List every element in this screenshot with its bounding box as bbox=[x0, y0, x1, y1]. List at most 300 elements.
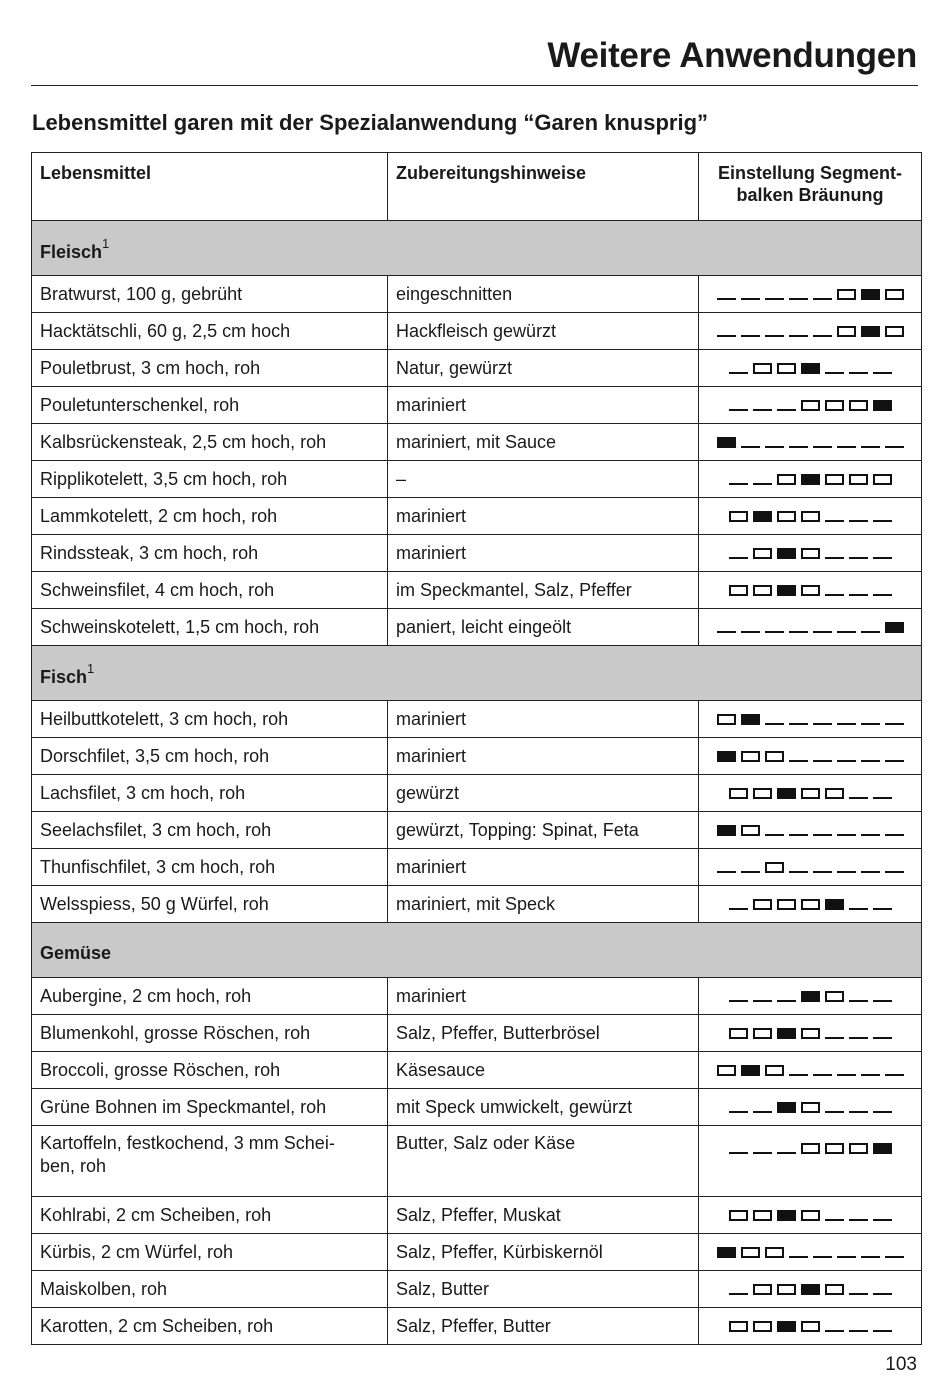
segment-empty bbox=[801, 788, 820, 799]
title-divider bbox=[31, 85, 918, 86]
group-name: Gemüse bbox=[40, 942, 112, 963]
segment-empty bbox=[753, 1028, 772, 1039]
segment-off bbox=[789, 1247, 808, 1258]
segment-off bbox=[825, 1321, 844, 1332]
segment-filled bbox=[753, 511, 772, 522]
segment-off bbox=[837, 1247, 856, 1258]
segment-off bbox=[849, 548, 868, 559]
segment-empty bbox=[717, 714, 736, 725]
segment-empty bbox=[885, 326, 904, 337]
segment-off bbox=[825, 585, 844, 596]
segment-empty bbox=[849, 400, 868, 411]
notes-cell: Natur, gewürzt bbox=[388, 350, 699, 387]
segment-filled bbox=[717, 437, 736, 448]
food-cell: Kürbis, 2 cm Würfel, roh bbox=[32, 1234, 388, 1271]
food-cell: Welsspiess, 50 g Würfel, roh bbox=[32, 886, 388, 923]
browning-segments bbox=[699, 978, 922, 1015]
group-title bbox=[32, 646, 922, 701]
segment-off bbox=[825, 1028, 844, 1039]
segment-off bbox=[885, 437, 904, 448]
table-row bbox=[32, 1234, 922, 1271]
segment-off bbox=[885, 862, 904, 873]
segment-off bbox=[837, 825, 856, 836]
browning-segments bbox=[699, 498, 922, 535]
notes-cell: mariniert, mit Speck bbox=[388, 886, 699, 923]
notes-cell: Salz, Pfeffer, Muskat bbox=[388, 1197, 699, 1234]
table-row bbox=[32, 350, 922, 387]
segment-empty bbox=[717, 1065, 736, 1076]
segment-off bbox=[729, 548, 748, 559]
browning-segments bbox=[699, 572, 922, 609]
segment-empty bbox=[825, 1143, 844, 1154]
table-row bbox=[32, 609, 922, 646]
browning-segments bbox=[699, 1126, 922, 1197]
segment-filled bbox=[825, 899, 844, 910]
segment-empty bbox=[741, 825, 760, 836]
food-cell: Lachsfilet, 3 cm hoch, roh bbox=[32, 775, 388, 812]
segment-off bbox=[861, 751, 880, 762]
segment-off bbox=[717, 622, 736, 633]
segment-off bbox=[849, 899, 868, 910]
notes-cell: Butter, Salz oder Käse bbox=[388, 1126, 699, 1197]
table-row bbox=[32, 572, 922, 609]
notes-cell: mariniert bbox=[388, 701, 699, 738]
notes-cell: mariniert bbox=[388, 387, 699, 424]
segment-empty bbox=[729, 1321, 748, 1332]
segment-off bbox=[813, 825, 832, 836]
segment-filled bbox=[741, 714, 760, 725]
footnote-marker: 1 bbox=[87, 661, 95, 676]
table-row bbox=[32, 461, 922, 498]
segment-off bbox=[753, 1102, 772, 1113]
notes-cell: Salz, Butter bbox=[388, 1271, 699, 1308]
browning-segments bbox=[699, 461, 922, 498]
segment-off bbox=[729, 991, 748, 1002]
segment-off bbox=[873, 1028, 892, 1039]
table-row bbox=[32, 775, 922, 812]
segment-off bbox=[837, 862, 856, 873]
segment-filled bbox=[801, 474, 820, 485]
segment-off bbox=[717, 862, 736, 873]
segment-empty bbox=[777, 1284, 796, 1295]
segment-off bbox=[873, 1102, 892, 1113]
segment-filled bbox=[801, 991, 820, 1002]
segment-empty bbox=[801, 400, 820, 411]
segment-off bbox=[729, 400, 748, 411]
segment-off bbox=[741, 326, 760, 337]
browning-segments bbox=[699, 812, 922, 849]
segment-empty bbox=[873, 474, 892, 485]
food-cell: Blumenkohl, grosse Röschen, roh bbox=[32, 1015, 388, 1052]
food-cell: Schweinskotelett, 1,5 cm hoch, roh bbox=[32, 609, 388, 646]
table-row bbox=[32, 1126, 922, 1197]
group-title bbox=[32, 221, 922, 276]
segment-off bbox=[789, 862, 808, 873]
segment-off bbox=[873, 899, 892, 910]
segment-empty bbox=[885, 289, 904, 300]
food-cell: Ripplikotelett, 3,5 cm hoch, roh bbox=[32, 461, 388, 498]
segment-empty bbox=[753, 548, 772, 559]
segment-empty bbox=[801, 1321, 820, 1332]
segment-off bbox=[813, 1065, 832, 1076]
segment-off bbox=[789, 622, 808, 633]
segment-empty bbox=[753, 1321, 772, 1332]
segment-off bbox=[825, 511, 844, 522]
segment-empty bbox=[729, 1210, 748, 1221]
segment-empty bbox=[801, 1028, 820, 1039]
segment-empty bbox=[801, 585, 820, 596]
segment-filled bbox=[885, 622, 904, 633]
segment-off bbox=[861, 714, 880, 725]
segment-off bbox=[813, 622, 832, 633]
page-number: 103 bbox=[885, 1354, 917, 1375]
notes-cell: mariniert bbox=[388, 535, 699, 572]
segment-off bbox=[729, 1143, 748, 1154]
browning-segments bbox=[699, 350, 922, 387]
segment-off bbox=[861, 1065, 880, 1076]
segment-off bbox=[849, 1028, 868, 1039]
segment-off bbox=[741, 622, 760, 633]
segment-filled bbox=[777, 788, 796, 799]
segment-empty bbox=[765, 1065, 784, 1076]
table-row bbox=[32, 1308, 922, 1345]
segment-off bbox=[777, 400, 796, 411]
segment-off bbox=[885, 1065, 904, 1076]
food-cell: Pouletbrust, 3 cm hoch, roh bbox=[32, 350, 388, 387]
segment-off bbox=[729, 899, 748, 910]
group-title bbox=[32, 923, 922, 978]
notes-cell: eingeschnitten bbox=[388, 276, 699, 313]
food-cell: Seelachsfilet, 3 cm hoch, roh bbox=[32, 812, 388, 849]
segment-off bbox=[765, 326, 784, 337]
food-cell: Aubergine, 2 cm hoch, roh bbox=[32, 978, 388, 1015]
segment-off bbox=[813, 1247, 832, 1258]
group-name: Fisch bbox=[40, 667, 88, 687]
segment-off bbox=[813, 862, 832, 873]
browning-segments bbox=[699, 1197, 922, 1234]
table-row bbox=[32, 424, 922, 461]
segment-off bbox=[753, 400, 772, 411]
browning-segments bbox=[699, 775, 922, 812]
segment-off bbox=[813, 714, 832, 725]
segment-off bbox=[885, 751, 904, 762]
table-row bbox=[32, 498, 922, 535]
segment-off bbox=[861, 862, 880, 873]
group-row bbox=[32, 221, 922, 276]
segment-off bbox=[765, 622, 784, 633]
segment-off bbox=[729, 474, 748, 485]
segment-off bbox=[873, 363, 892, 374]
notes-cell: mariniert bbox=[388, 978, 699, 1015]
segment-off bbox=[777, 991, 796, 1002]
segment-filled bbox=[777, 548, 796, 559]
food-cell: Bratwurst, 100 g, gebrüht bbox=[32, 276, 388, 313]
segment-empty bbox=[753, 363, 772, 374]
segment-filled bbox=[717, 825, 736, 836]
footnote-marker: 1 bbox=[102, 236, 110, 251]
notes-cell: mariniert bbox=[388, 498, 699, 535]
segment-off bbox=[825, 548, 844, 559]
food-cell: Rindssteak, 3 cm hoch, roh bbox=[32, 535, 388, 572]
segment-empty bbox=[729, 511, 748, 522]
segment-off bbox=[849, 991, 868, 1002]
segment-off bbox=[885, 1247, 904, 1258]
segment-off bbox=[837, 714, 856, 725]
segment-empty bbox=[753, 899, 772, 910]
table-body bbox=[32, 221, 922, 1345]
food-settings-table bbox=[31, 152, 922, 1345]
table-row bbox=[32, 1271, 922, 1308]
browning-segments bbox=[699, 535, 922, 572]
section-heading: Lebensmittel garen mit der Spezialanwendung “Garen knusprig” bbox=[32, 110, 709, 135]
segment-filled bbox=[717, 751, 736, 762]
segment-off bbox=[813, 437, 832, 448]
segment-off bbox=[837, 1065, 856, 1076]
food-cell: Kalbsrückensteak, 2,5 cm hoch, roh bbox=[32, 424, 388, 461]
browning-segments bbox=[699, 424, 922, 461]
segment-empty bbox=[741, 1247, 760, 1258]
header-food: Lebensmittel bbox=[32, 153, 388, 221]
segment-empty bbox=[765, 1247, 784, 1258]
food-cell: Kartoffeln, festkochend, 3 mm Schei- ben, roh bbox=[32, 1126, 388, 1197]
segment-off bbox=[729, 1284, 748, 1295]
segment-off bbox=[849, 1321, 868, 1332]
segment-off bbox=[837, 751, 856, 762]
segment-filled bbox=[717, 1247, 736, 1258]
segment-empty bbox=[729, 585, 748, 596]
segment-off bbox=[789, 1065, 808, 1076]
segment-off bbox=[789, 289, 808, 300]
notes-cell: mit Speck umwickelt, gewürzt bbox=[388, 1089, 699, 1126]
notes-cell: mariniert bbox=[388, 738, 699, 775]
browning-segments bbox=[699, 1308, 922, 1345]
segment-off bbox=[849, 1102, 868, 1113]
food-cell: Grüne Bohnen im Speckmantel, roh bbox=[32, 1089, 388, 1126]
segment-filled bbox=[777, 585, 796, 596]
browning-segments bbox=[699, 1089, 922, 1126]
table-row bbox=[32, 849, 922, 886]
browning-segments bbox=[699, 313, 922, 350]
segment-empty bbox=[801, 1143, 820, 1154]
segment-empty bbox=[777, 899, 796, 910]
segment-off bbox=[753, 1143, 772, 1154]
segment-empty bbox=[837, 326, 856, 337]
segment-off bbox=[729, 363, 748, 374]
segment-filled bbox=[777, 1028, 796, 1039]
notes-cell: mariniert, mit Sauce bbox=[388, 424, 699, 461]
table-row bbox=[32, 276, 922, 313]
segment-filled bbox=[741, 1065, 760, 1076]
segment-off bbox=[873, 991, 892, 1002]
segment-off bbox=[813, 751, 832, 762]
header-browning-setting: Einstellung Segment- balken Bräunung bbox=[699, 153, 922, 221]
segment-off bbox=[885, 714, 904, 725]
segment-off bbox=[753, 474, 772, 485]
segment-empty bbox=[765, 751, 784, 762]
segment-off bbox=[765, 289, 784, 300]
browning-segments bbox=[699, 1052, 922, 1089]
food-cell: Thunfischfilet, 3 cm hoch, roh bbox=[32, 849, 388, 886]
browning-segments bbox=[699, 609, 922, 646]
browning-segments bbox=[699, 1015, 922, 1052]
segment-off bbox=[873, 1284, 892, 1295]
segment-off bbox=[789, 437, 808, 448]
browning-segments bbox=[699, 1271, 922, 1308]
food-cell: Dorschfilet, 3,5 cm hoch, roh bbox=[32, 738, 388, 775]
table-row bbox=[32, 1015, 922, 1052]
food-cell: Schweinsfilet, 4 cm hoch, roh bbox=[32, 572, 388, 609]
segment-empty bbox=[729, 788, 748, 799]
page-title: Weitere Anwendungen bbox=[547, 36, 917, 75]
segment-off bbox=[825, 1102, 844, 1113]
group-row bbox=[32, 646, 922, 701]
segment-empty bbox=[801, 1210, 820, 1221]
segment-off bbox=[873, 548, 892, 559]
table-row bbox=[32, 313, 922, 350]
segment-off bbox=[741, 437, 760, 448]
segment-off bbox=[825, 363, 844, 374]
segment-off bbox=[873, 1321, 892, 1332]
segment-off bbox=[873, 585, 892, 596]
segment-empty bbox=[753, 585, 772, 596]
notes-cell: im Speckmantel, Salz, Pfeffer bbox=[388, 572, 699, 609]
food-cell: Heilbuttkotelett, 3 cm hoch, roh bbox=[32, 701, 388, 738]
segment-off bbox=[849, 1210, 868, 1221]
segment-empty bbox=[801, 1102, 820, 1113]
header-notes: Zubereitungshinweise bbox=[388, 153, 699, 221]
notes-cell: Salz, Pfeffer, Butterbrösel bbox=[388, 1015, 699, 1052]
food-cell: Lammkotelett, 2 cm hoch, roh bbox=[32, 498, 388, 535]
segment-off bbox=[717, 326, 736, 337]
food-cell: Kohlrabi, 2 cm Scheiben, roh bbox=[32, 1197, 388, 1234]
segment-empty bbox=[801, 899, 820, 910]
segment-filled bbox=[777, 1102, 796, 1113]
segment-empty bbox=[753, 1284, 772, 1295]
segment-empty bbox=[765, 862, 784, 873]
segment-off bbox=[861, 1247, 880, 1258]
table-row bbox=[32, 738, 922, 775]
segment-off bbox=[849, 585, 868, 596]
segment-off bbox=[861, 825, 880, 836]
segment-off bbox=[849, 511, 868, 522]
segment-off bbox=[717, 289, 736, 300]
segment-off bbox=[861, 437, 880, 448]
segment-empty bbox=[777, 474, 796, 485]
table-row bbox=[32, 387, 922, 424]
segment-off bbox=[849, 1284, 868, 1295]
segment-filled bbox=[801, 1284, 820, 1295]
segment-off bbox=[789, 751, 808, 762]
segment-filled bbox=[861, 326, 880, 337]
segment-off bbox=[789, 326, 808, 337]
segment-empty bbox=[825, 400, 844, 411]
food-cell: Maiskolben, roh bbox=[32, 1271, 388, 1308]
segment-empty bbox=[753, 788, 772, 799]
segment-filled bbox=[861, 289, 880, 300]
segment-off bbox=[849, 363, 868, 374]
table-row bbox=[32, 978, 922, 1015]
segment-off bbox=[813, 326, 832, 337]
segment-off bbox=[729, 1102, 748, 1113]
food-cell: Broccoli, grosse Röschen, roh bbox=[32, 1052, 388, 1089]
segment-off bbox=[885, 825, 904, 836]
group-name: Fleisch bbox=[40, 242, 103, 262]
segment-off bbox=[789, 714, 808, 725]
segment-off bbox=[741, 862, 760, 873]
notes-cell: Käsesauce bbox=[388, 1052, 699, 1089]
segment-off bbox=[849, 788, 868, 799]
notes-cell: Salz, Pfeffer, Kürbiskernöl bbox=[388, 1234, 699, 1271]
segment-empty bbox=[753, 1210, 772, 1221]
browning-segments bbox=[699, 276, 922, 313]
segment-off bbox=[813, 289, 832, 300]
segment-empty bbox=[801, 548, 820, 559]
notes-cell: – bbox=[388, 461, 699, 498]
segment-filled bbox=[873, 400, 892, 411]
food-cell: Hacktätschli, 60 g, 2,5 cm hoch bbox=[32, 313, 388, 350]
segment-off bbox=[873, 788, 892, 799]
notes-cell: gewürzt, Topping: Spinat, Feta bbox=[388, 812, 699, 849]
table-row bbox=[32, 1089, 922, 1126]
segment-empty bbox=[825, 1284, 844, 1295]
segment-off bbox=[837, 622, 856, 633]
segment-off bbox=[753, 991, 772, 1002]
food-cell: Karotten, 2 cm Scheiben, roh bbox=[32, 1308, 388, 1345]
segment-empty bbox=[729, 1028, 748, 1039]
segment-off bbox=[873, 511, 892, 522]
segment-off bbox=[765, 825, 784, 836]
table-header-row bbox=[32, 153, 922, 221]
table-row bbox=[32, 701, 922, 738]
segment-empty bbox=[849, 474, 868, 485]
notes-cell: Hackfleisch gewürzt bbox=[388, 313, 699, 350]
browning-segments bbox=[699, 849, 922, 886]
segment-filled bbox=[777, 1321, 796, 1332]
food-cell: Pouletunterschenkel, roh bbox=[32, 387, 388, 424]
segment-off bbox=[861, 622, 880, 633]
segment-empty bbox=[837, 289, 856, 300]
group-row bbox=[32, 923, 922, 978]
segment-off bbox=[873, 1210, 892, 1221]
segment-filled bbox=[801, 363, 820, 374]
segment-off bbox=[765, 437, 784, 448]
segment-empty bbox=[849, 1143, 868, 1154]
browning-segments bbox=[699, 701, 922, 738]
segment-off bbox=[837, 437, 856, 448]
segment-off bbox=[741, 289, 760, 300]
notes-cell: gewürzt bbox=[388, 775, 699, 812]
browning-segments bbox=[699, 738, 922, 775]
notes-cell: paniert, leicht eingeölt bbox=[388, 609, 699, 646]
table-row bbox=[32, 812, 922, 849]
segment-empty bbox=[801, 511, 820, 522]
segment-filled bbox=[873, 1143, 892, 1154]
table-row bbox=[32, 886, 922, 923]
segment-off bbox=[825, 1210, 844, 1221]
notes-cell: Salz, Pfeffer, Butter bbox=[388, 1308, 699, 1345]
segment-off bbox=[765, 714, 784, 725]
segment-empty bbox=[825, 474, 844, 485]
segment-empty bbox=[825, 788, 844, 799]
segment-empty bbox=[777, 511, 796, 522]
notes-cell: mariniert bbox=[388, 849, 699, 886]
segment-off bbox=[789, 825, 808, 836]
segment-off bbox=[777, 1143, 796, 1154]
segment-filled bbox=[777, 1210, 796, 1221]
browning-segments bbox=[699, 886, 922, 923]
browning-segments bbox=[699, 387, 922, 424]
segment-empty bbox=[741, 751, 760, 762]
